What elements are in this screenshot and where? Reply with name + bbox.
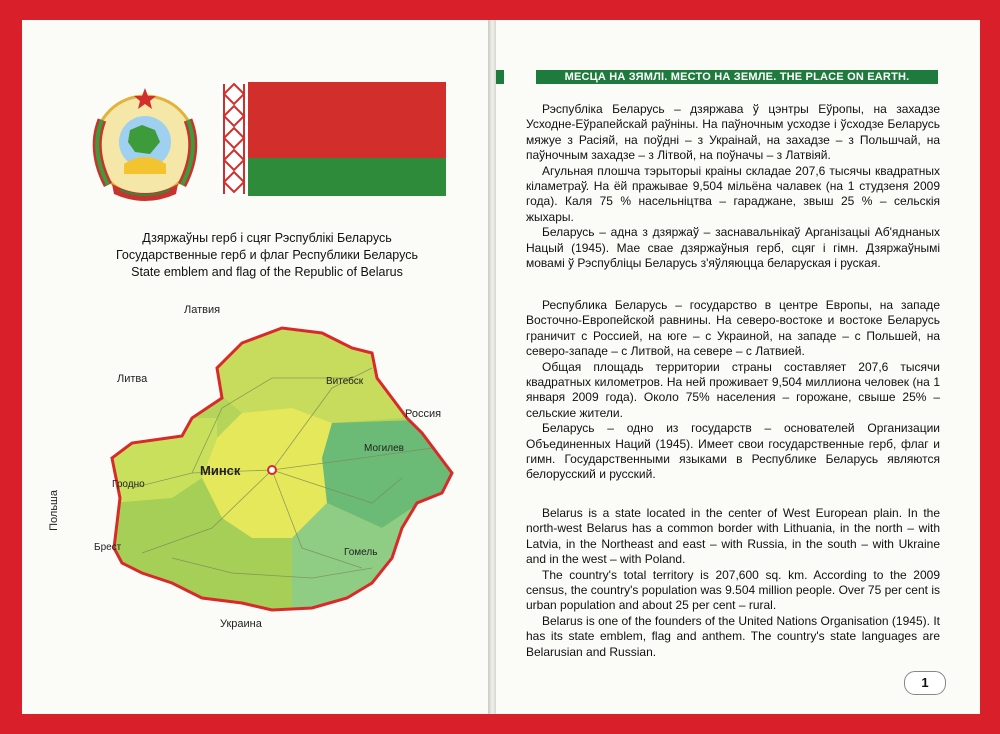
section-marker <box>496 70 504 84</box>
city-gomel: Гомель <box>344 547 378 558</box>
state-flag <box>220 82 446 196</box>
emblem-flag-captions <box>102 230 432 281</box>
english-paragraph: Belarus is one of the founders of the United Nations Organisation (1945). It has its state emblem, flag and anthem. The country's state languages are Belarusian and Russian. <box>526 613 940 659</box>
russian-paragraph: Беларусь – одно из государств – основателей Организации Объединенных Наций (1945). Имеет свои государственные герб, флаг и гимн. Государственными языками в Республике Беларусь являются белорусский и русский. <box>526 421 940 482</box>
section-header: МЕСЦА НА ЗЯМЛІ. МЕСТО НА ЗЕМЛЕ. THE PLACE ON EARTH. <box>536 70 938 84</box>
label-poland: Польша <box>48 490 60 531</box>
city-minsk: Минск <box>200 463 241 478</box>
english-paragraph: The country's total territory is 207,600 sq. km. According to the 2009 census, the country's population was 9.504 million people. Over 75 per cent is urban population and about 25 per cent – rural. <box>526 567 940 613</box>
left-page <box>22 20 488 714</box>
city-vitebsk: Витебск <box>326 376 364 387</box>
belarusian-paragraph: Рэспубліка Беларусь – дзяржава ў цэнтры Еўропы, на захадзе Усходне-Еўрапейскай раўніны. На паўночным усходзе і ўсходзе Беларусь мяжуе з Расіяй, на поўдні – з Украінай, на захадзе – з Польшчай, на паўночным захадзе – з Літвой, на поўначы – з Латвіяй. <box>526 102 940 163</box>
caption-english: State emblem and flag of the Republic of Belarus <box>131 265 403 279</box>
city-mogilev: Могилев <box>364 443 404 454</box>
english-paragraph: Belarus is a state located in the center of West European plain. In the north-west Belarus has a common border with Lithuania, in the north – with Latvia, in the Northeast and east – with Russia, in the south – with Ukraine and in the west – with Poland. <box>526 506 940 567</box>
caption-belarusian: Дзяржаўны герб і сцяг Рэспублікі Беларусь <box>142 231 392 245</box>
right-page <box>496 20 980 714</box>
book-gutter <box>488 20 496 714</box>
russian-paragraph: Республика Беларусь – государство в центре Европы, на западе Восточно-Европейской равнины. На северо-востоке и востоке Беларусь граничит с Россией, на юге – с Украиной, на западе – с Польшей, на северо-западе – с Литвой, на севере – с Латвией. <box>526 298 940 359</box>
label-latvia: Латвия <box>184 304 221 316</box>
label-russia: Россия <box>405 408 442 420</box>
state-emblem <box>80 80 210 210</box>
russian-paragraph: Общая площадь территории страны составляет 207,6 тысячи квадратных километров. На ней проживает 9,504 миллиона человек (на 1 января 2009 года). Около 75% населения – горожане, свыше 25% – сельские жители. <box>526 359 940 420</box>
caption-russian: Государственные герб и флаг Республики Беларусь <box>116 248 418 262</box>
label-ukraine: Украина <box>220 618 262 630</box>
belarus-map <box>72 298 472 638</box>
label-lithuania: Литва <box>117 373 148 385</box>
page-number: 1 <box>904 671 946 695</box>
belarusian-text <box>526 102 940 271</box>
belarusian-paragraph: Агульная плошча тэрыторыі краіны складае 207,6 тысячы квадратных кіламетраў. На ёй пражывае 9,504 мільёна чалавек (на 1 студзеня 2009 года). Каля 75 % насельніцтва – гараджане, звыш 25 % – сельскія жыхары. <box>526 163 940 224</box>
city-brest: Брест <box>94 542 122 553</box>
city-grodno: Гродно <box>112 479 145 490</box>
english-text <box>526 506 940 660</box>
belarusian-paragraph: Беларусь – адна з дзяржаў – заснавальнікаў Арганізацыі Аб'яднаных Нацый (1945). Мае свае дзяржаўныя герб, сцяг і гімн. Дзяржаўнымі мовамі ў Рэспубліцы Беларусь з'яўляюцца беларуская і руская. <box>526 225 940 271</box>
russian-text <box>526 298 940 483</box>
